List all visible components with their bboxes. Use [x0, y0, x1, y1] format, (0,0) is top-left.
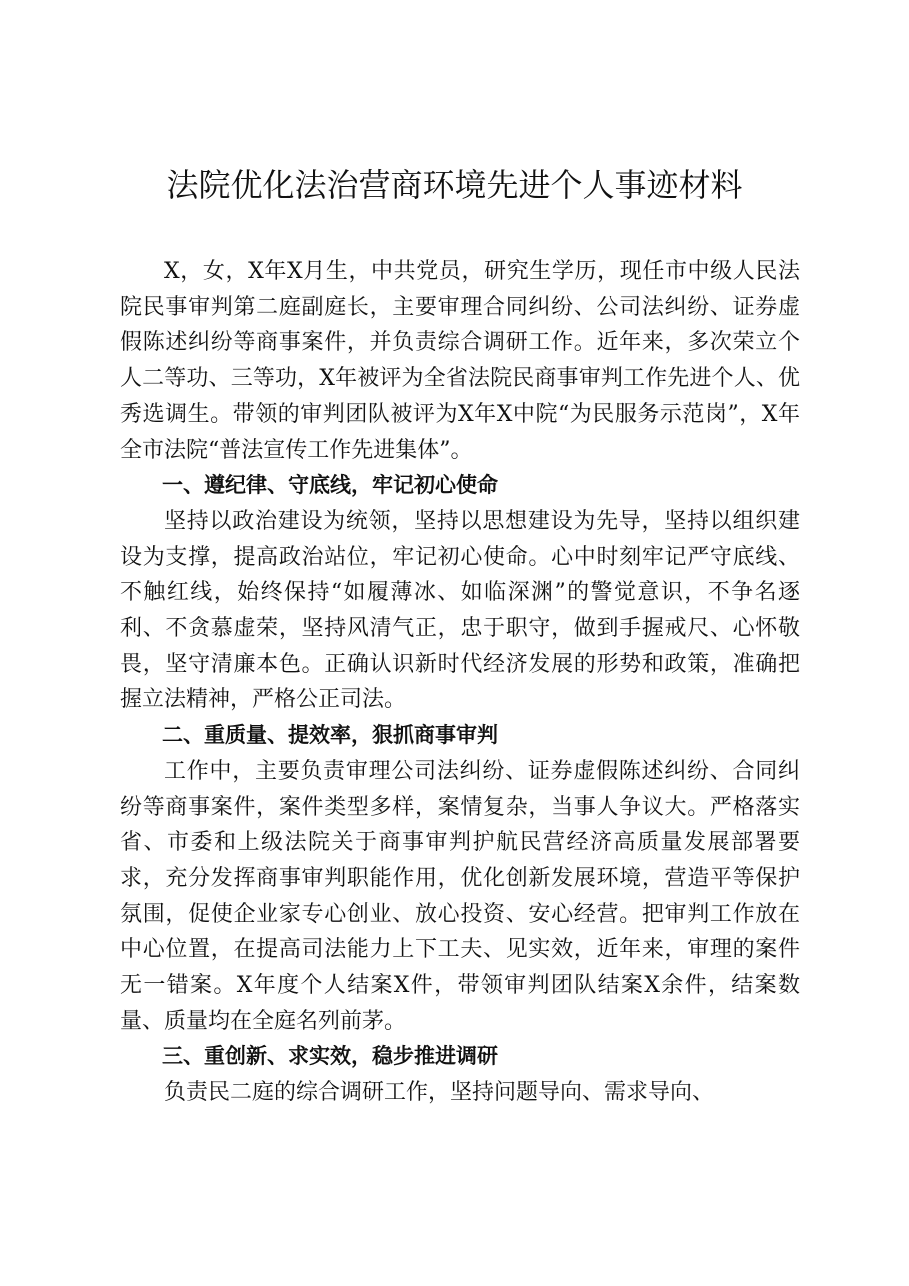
document-title: 法院优化法治营商环境先进个人事迹材料 [166, 166, 743, 204]
section-heading-1: 一、遵纪律、守底线，牢记初心使命 [162, 473, 498, 498]
paragraph-section-1: 坚持以政治建设为统领，坚持以思想建设为先导，坚持以组织建设为支撑，提高政治站位，牢记初心使命。心中时刻牢记严守底线、不触红线，始终保持“如履薄冰、如临深渊”的警觉意识，不争名逐利、不贪慕虚荣，坚持风清气正，忠于职守，做到手握戒尺、心怀敬畏，坚守清廉本色。正确认识新时代经济发展的形势和政策，准确把握立法精神，严格公正司法。 [120, 508, 800, 713]
document-body [120, 254, 800, 1111]
paragraph-section-2: 工作中，主要负责审理公司法纠纷、证券虚假陈述纠纷、合同纠纷等商事案件，案件类型多样，案情复杂，当事人争议大。严格落实省、市委和上级法院关于商事审判护航民营经济高质量发展部署要求，充分发挥商事审判职能作用，优化创新发展环境，营造平等保护氛围，促使企业家专心创业、放心投资、安心经营。把审判工作放在中心位置，在提高司法能力上下工夫、见实效，近年来，审理的案件无一错案。X年度个人结案X件，带领审判团队结案X余件，结案数量、质量均在全庭名列前茅。 [120, 758, 800, 1034]
paragraph-section-3: 负责民二庭的综合调研工作，坚持问题导向、需求导向、 [164, 1080, 715, 1106]
section-heading-3: 三、重创新、求实效，稳步推进调研 [162, 1044, 498, 1069]
paragraph-intro: X，女，X年X月生，中共党员，研究生学历，现任市中级人民法院民事审判第二庭副庭长，主要审理合同纠纷、公司法纠纷、证券虚假陈述纠纷等商事案件，并负责综合调研工作。近年来，多次荣立个人二等功、三等功，X年被评为全省法院民商事审判工作先进个人、优秀选调生。带领的审判团队被评为X年X中院“为民服务示范岗”，X年全市法院“普法宣传工作先进集体”。 [120, 259, 800, 463]
section-heading-2: 二、重质量、提效率，狠抓商事审判 [162, 723, 498, 748]
